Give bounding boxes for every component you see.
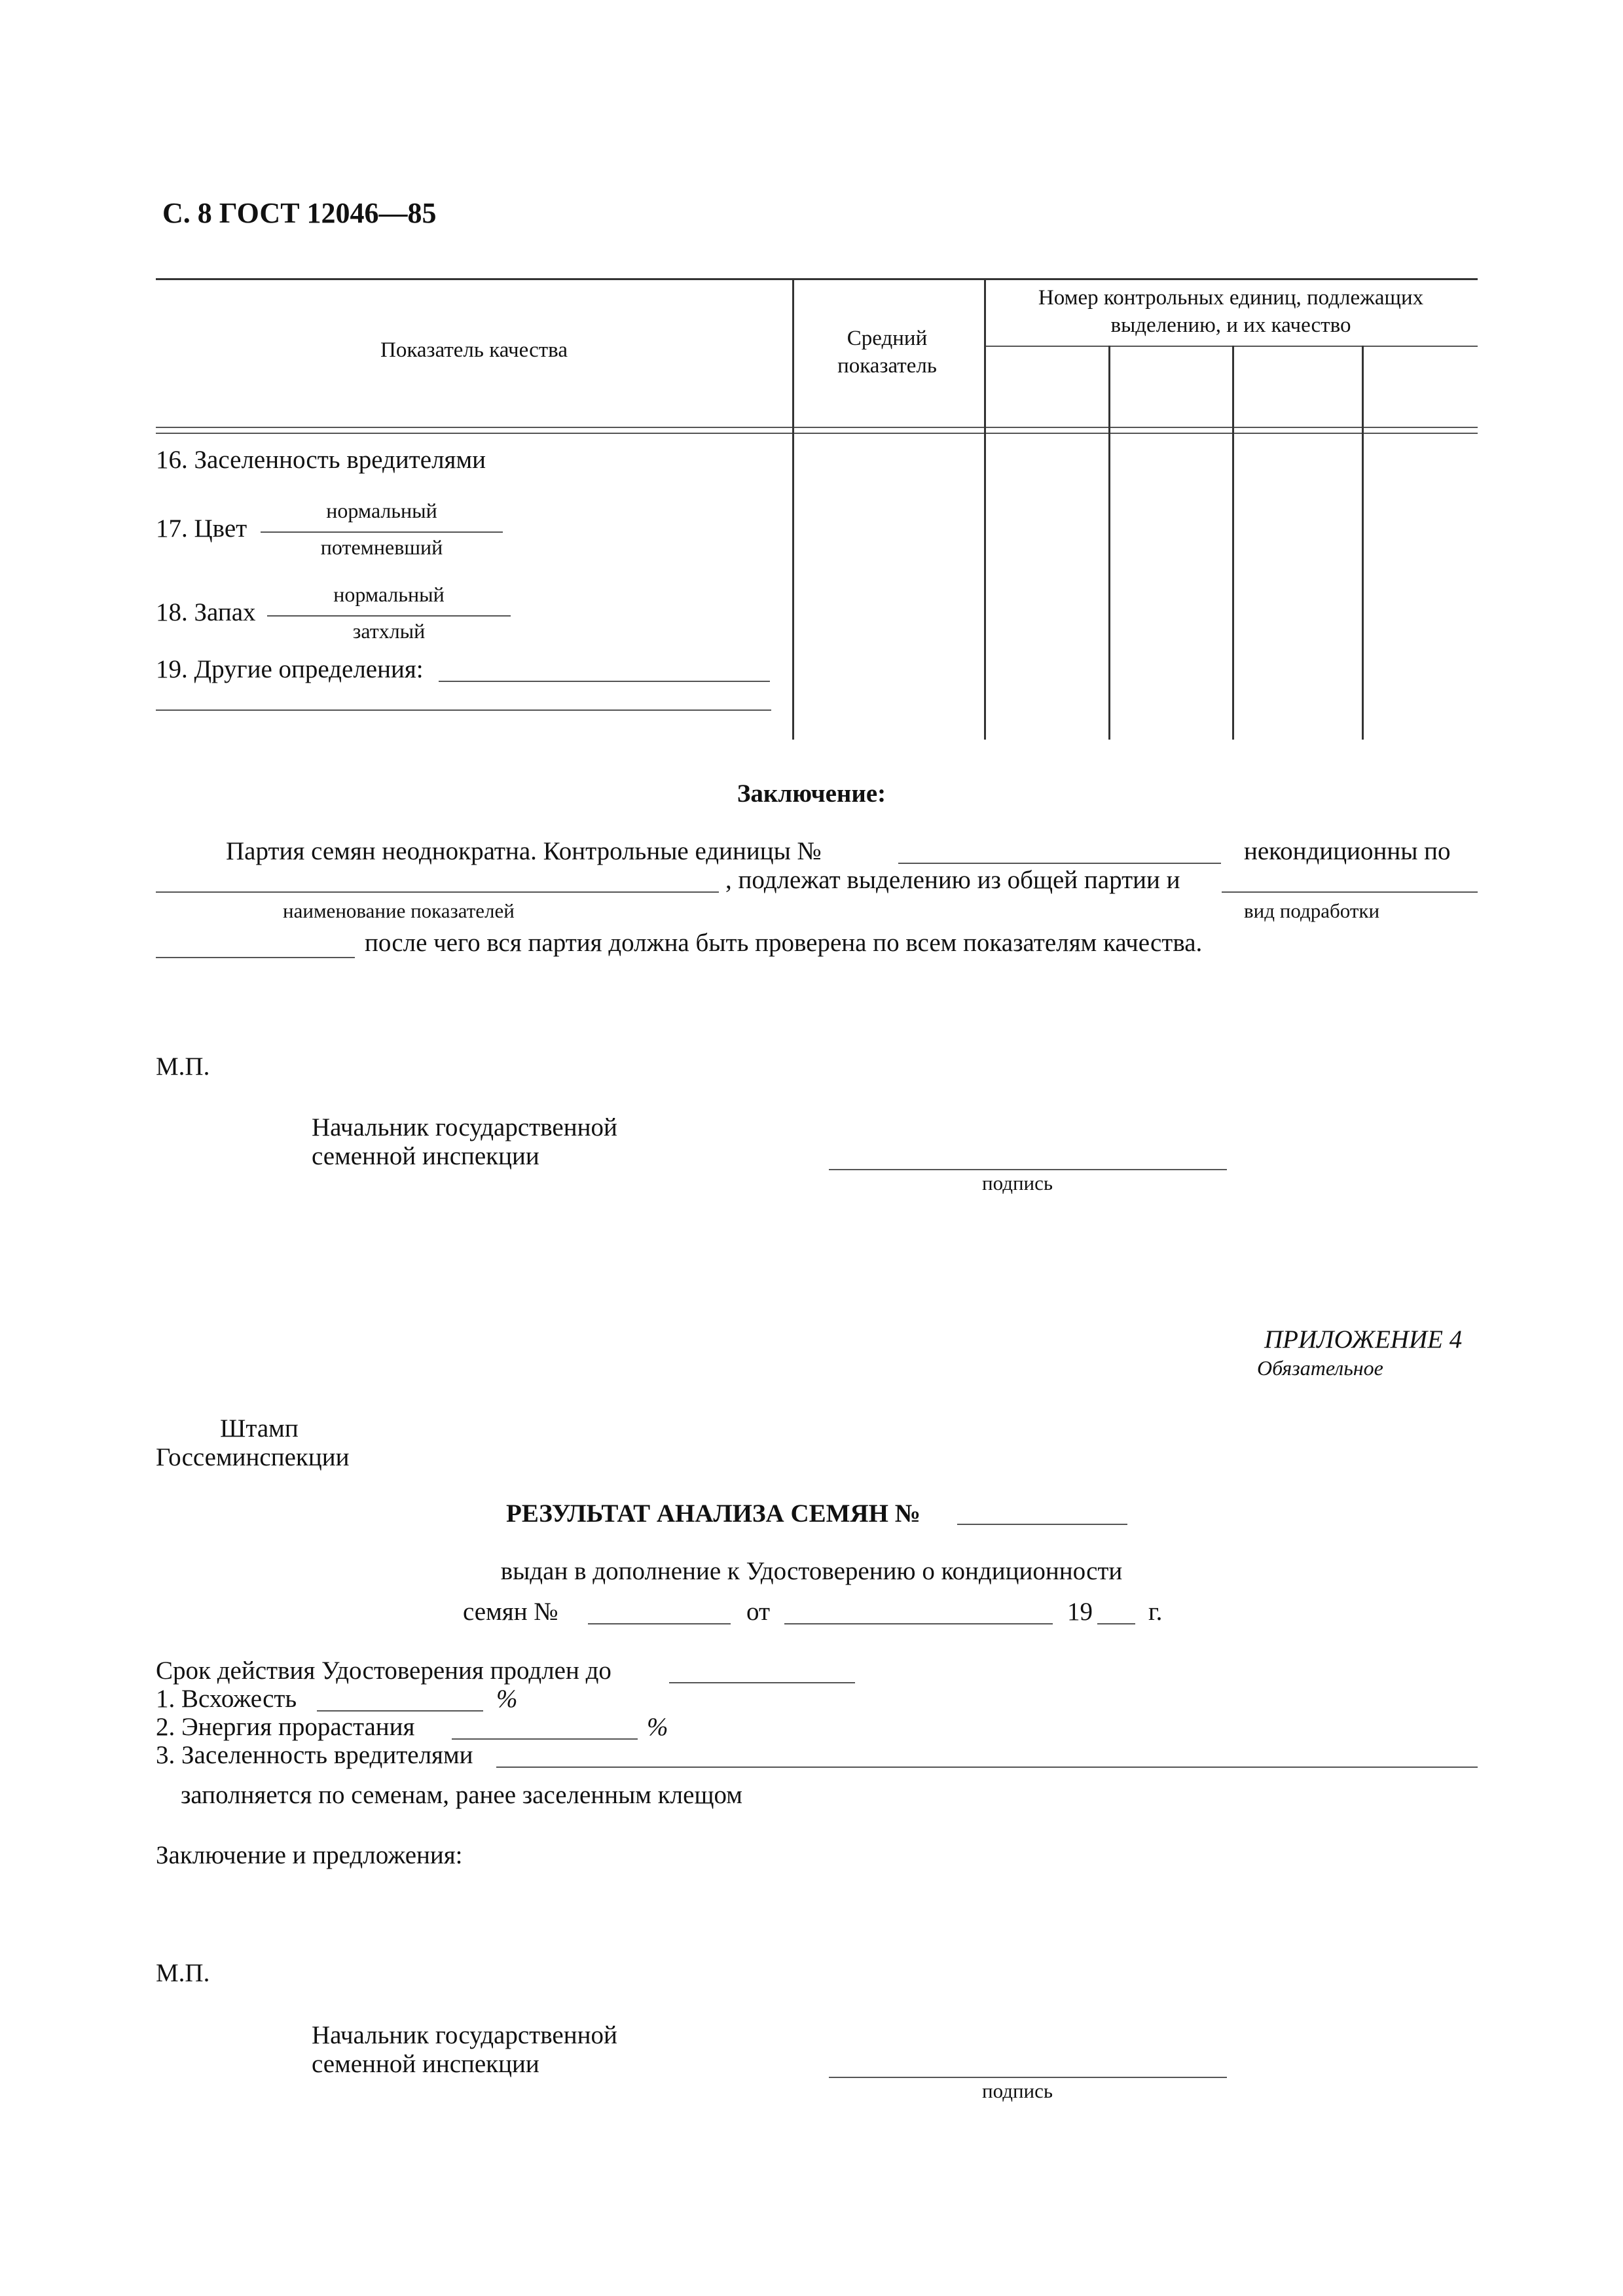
col-header-average: Средний показатель	[837, 327, 937, 378]
row-smell-musty: затхлый	[352, 619, 426, 643]
conclusion-line3: после чего вся партия должна быть проверена по всем показателям качества.	[365, 929, 1203, 957]
mite-note: заполняется по семенам, ранее заселенным клещом	[181, 1781, 742, 1809]
table-column-divider	[792, 278, 794, 740]
processing-type-blank	[1222, 891, 1478, 893]
table-column-divider	[1362, 346, 1364, 740]
validity-date-blank	[669, 1682, 855, 1683]
chief-title-2-line1: Начальник государственной	[312, 2021, 617, 2049]
stamp-place-mp-2: М.П.	[156, 1959, 210, 1987]
table-column-divider	[1108, 346, 1110, 740]
col-header-units: Номер контрольных единиц, подлежащих выделению, и их качество	[1038, 286, 1424, 338]
table-units-subheader-line	[984, 346, 1478, 347]
result-title: РЕЗУЛЬТАТ АНАЛИЗА СЕМЯН №	[506, 1499, 921, 1528]
table-column-divider	[984, 278, 986, 740]
row-color-label: 17. Цвет	[156, 514, 247, 543]
pests-blank	[496, 1767, 1478, 1768]
row-pests: 16. Заселенность вредителями	[156, 446, 486, 474]
chief-title-line2: семенной инспекции	[312, 1142, 539, 1170]
control-units-blank	[898, 863, 1221, 864]
row-color-darkened: потемневший	[320, 535, 443, 559]
germination-energy-percent: %	[647, 1713, 668, 1741]
conclusion-heading: Заключение:	[737, 780, 886, 808]
signature-caption: подпись	[982, 1172, 1053, 1194]
row-other-blank	[439, 681, 770, 682]
germination-label: 1. Всхожесть	[156, 1685, 297, 1713]
caption-processing-type: вид подработки	[1244, 899, 1380, 922]
year-prefix: 19	[1067, 1598, 1093, 1626]
appendix-label: ПРИЛОЖЕНИЕ 4	[1264, 1325, 1463, 1354]
year-blank	[1097, 1623, 1135, 1624]
germination-blank	[317, 1710, 483, 1712]
appendix-status: Обязательное	[1257, 1356, 1383, 1380]
signature-caption-2: подпись	[982, 2079, 1053, 2102]
col-header-quality: Показатель качества	[380, 338, 568, 362]
result-number-blank	[957, 1524, 1127, 1525]
germination-energy-blank	[452, 1738, 638, 1740]
stamp-label-line2: Госсеминспекции	[156, 1443, 350, 1471]
row-other-blank-2	[156, 709, 771, 711]
year-suffix: г.	[1148, 1598, 1163, 1626]
certificate-date-blank	[784, 1623, 1053, 1624]
table-header-rule-1	[156, 427, 1478, 428]
row-color-normal: нормальный	[326, 499, 437, 522]
from-label: от	[746, 1598, 771, 1626]
row-smell-fraction-line	[267, 615, 511, 617]
row-color-fraction-line	[261, 531, 503, 533]
certificate-number-blank	[588, 1623, 731, 1624]
indicator-name-blank	[156, 891, 719, 893]
chief-title-line1: Начальник государственной	[312, 1113, 617, 1141]
table-top-border	[156, 278, 1478, 280]
seeds-number-label: семян №	[463, 1598, 558, 1626]
signature-line-2	[829, 2077, 1227, 2078]
conclusion-line1-start: Партия семян неоднократна. Контрольные единицы №	[226, 837, 822, 865]
signature-line	[829, 1169, 1227, 1170]
row-other: 19. Другие определения:	[156, 655, 424, 683]
proposals-label: Заключение и предложения:	[156, 1841, 463, 1869]
germination-energy-label: 2. Энергия прорастания	[156, 1713, 415, 1741]
caption-indicator-name: наименование показателей	[283, 899, 515, 922]
conclusion-line2-mid: , подлежат выделению из общей партии и	[725, 866, 1180, 894]
page-header: С. 8 ГОСТ 12046—85	[162, 197, 437, 229]
stamp-place-mp: М.П.	[156, 1052, 210, 1081]
row-smell-label: 18. Запах	[156, 598, 256, 626]
table-column-divider	[1232, 346, 1234, 740]
conclusion-line1-end: некондиционны по	[1244, 837, 1451, 865]
germination-percent: %	[496, 1685, 518, 1713]
stamp-label-line1: Штамп	[220, 1414, 299, 1443]
issued-line: выдан в дополнение к Удостоверению о кондиционности	[500, 1557, 1123, 1585]
pests-label: 3. Заселенность вредителями	[156, 1741, 473, 1769]
row-smell-normal: нормальный	[333, 583, 445, 606]
validity-line: Срок действия Удостоверения продлен до	[156, 1657, 611, 1685]
conclusion-line3-blank	[156, 957, 355, 958]
table-header-rule-2	[156, 433, 1478, 434]
chief-title-2-line2: семенной инспекции	[312, 2050, 539, 2078]
